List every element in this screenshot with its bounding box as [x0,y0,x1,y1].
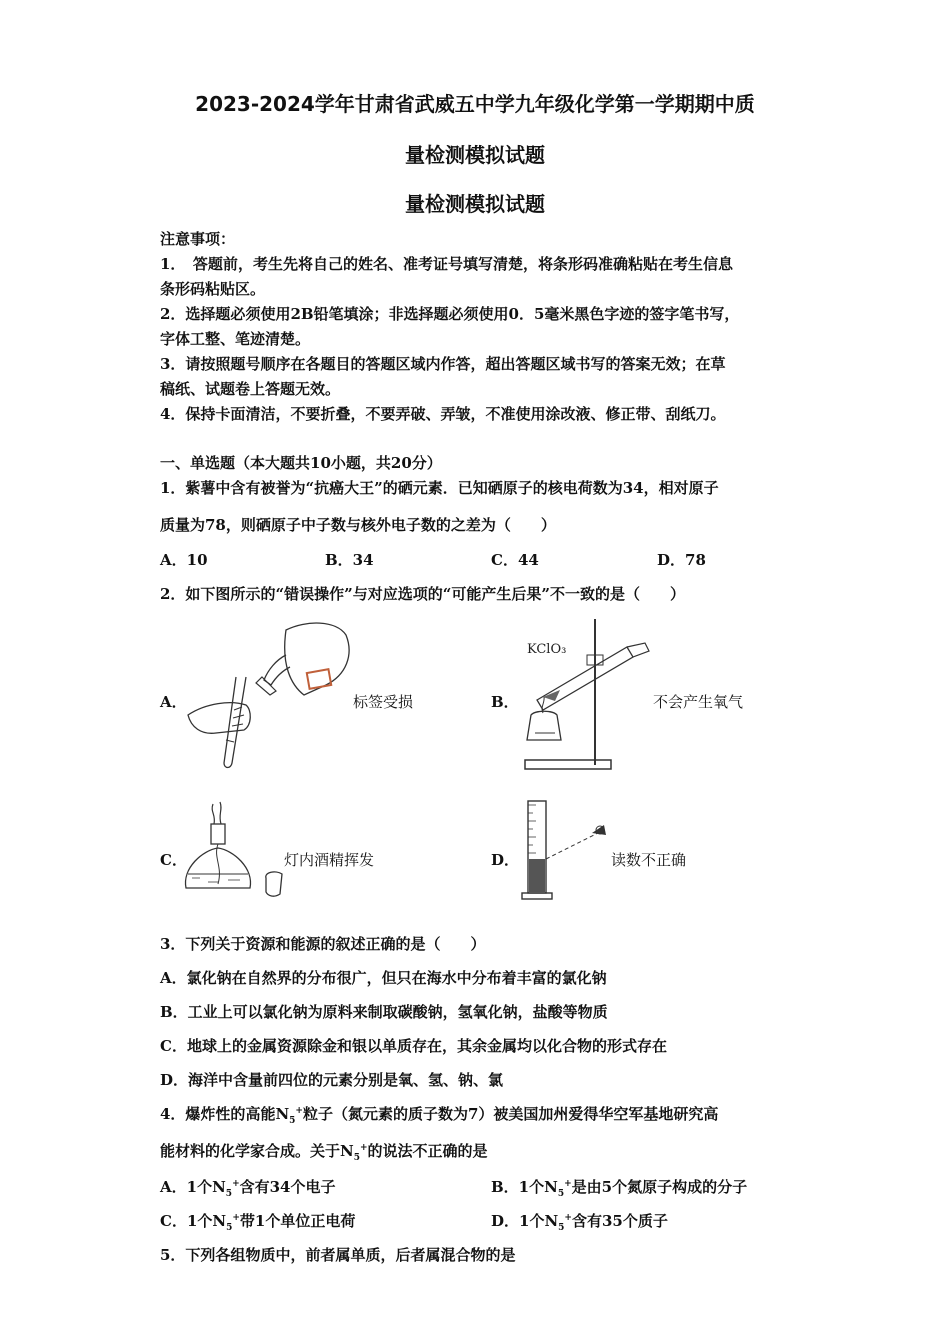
section-heading: 一、单选题（本大题共10小题，共20分） [160,454,442,472]
q5-stem: 5．下列各组物质中，前者属单质，后者属混合物的是 [160,1246,516,1264]
kclo3-label: KClO₃ [527,642,567,657]
q4-option-c: C．1个$N_5^+$带1个单位正电荷 [160,1212,356,1233]
heating-kclo3-figure [515,615,655,773]
page-title: 2023-2024学年甘肃省武威五中学九年级化学第一学期期中质 [195,92,755,116]
q1-stem-line2: 质量为78，则硒原子中子数与核外电子数的之差为（ ） [160,516,556,534]
q3-stem: 3．下列关于资源和能源的叙述正确的是（ ） [160,935,486,953]
q1-stem-line1: 1．紫薯中含有被誉为“抗癌大王”的硒元素．已知硒原子的核电荷数为34，相对原子 [160,479,719,497]
notice-heading: 注意事项： [160,230,236,248]
q2-label-c: C． [160,851,187,869]
q4-option-d: D．1个$N_5^+$含有35个质子 [491,1212,668,1233]
q2-label-a: A． [160,693,187,711]
notice-item: 字体工整、笔迹清楚。 [160,330,311,348]
notice-item: 4．保持卡面清洁，不要折叠，不要弄破、弄皱，不准使用涂改液、修正带、刮纸刀。 [160,405,726,423]
graduated-cylinder-figure [518,795,618,903]
notice-item: 2．选择题必须使用2B铅笔填涂；非选择题必须使用0．5毫米黑色字迹的签字笔书写， [160,305,740,323]
page-title-line2: 量检测模拟试题 [405,143,545,167]
q2-caption-d: 读数不正确 [611,851,687,869]
page-title-line3: 量检测模拟试题 [405,192,545,216]
q3-option-c: C．地球上的金属资源除金和银以单质存在，其余金属均以化合物的形式存在 [160,1037,667,1055]
q2-stem: 2．如下图所示的“错误操作”与对应选项的“可能产生后果”不一致的是（ ） [160,585,685,603]
pouring-liquid-figure [186,615,356,770]
q4-option-b: B．1个$N_5^+$是由5个氮原子构成的分子 [491,1178,748,1199]
q4-stem-line1: 4．爆炸性的高能$N_5^+$粒子（氮元素的质子数为7）被美国加州爱得华空军基地研究高 [160,1105,719,1126]
q2-label-b: B． [491,693,519,711]
q3-option-b: B．工业上可以氯化钠为原料来制取碳酸钠，氢氧化钠，盐酸等物质 [160,1003,608,1021]
notice-item: 1． 答题前，考生先将自己的姓名、准考证号填写清楚，将条形码准确粘贴在考生信息 [160,255,733,273]
alcohol-lamp-figure [178,798,298,902]
q4-option-a: A．1个$N_5^+$含有34个电子 [160,1178,336,1199]
notice-item: 条形码粘贴区。 [160,280,266,298]
q2-caption-a: 标签受损 [353,693,414,711]
q2-caption-c: 灯内酒精挥发 [284,851,375,869]
q2-caption-b: 不会产生氧气 [653,693,744,711]
q2-label-d: D． [491,851,520,869]
q1-option-c: C．44 [491,551,539,569]
q1-option-a: A．10 [160,551,208,569]
q3-option-d: D．海洋中含量前四位的元素分别是氧、氢、钠、氯 [160,1071,504,1089]
q1-option-d: D．78 [657,551,706,569]
q3-option-a: A．氯化钠在自然界的分布很广，但只在海水中分布着丰富的氯化钠 [160,969,607,987]
notice-item: 稿纸、试题卷上答题无效。 [160,380,341,398]
notice-item: 3．请按照题号顺序在各题目的答题区域内作答，超出答题区域书写的答案无效；在草 [160,355,726,373]
q4-stem-line2: 能材料的化学家合成。关于$N_5^+$的说法不正确的是 [160,1142,488,1163]
q1-option-b: B．34 [325,551,374,569]
